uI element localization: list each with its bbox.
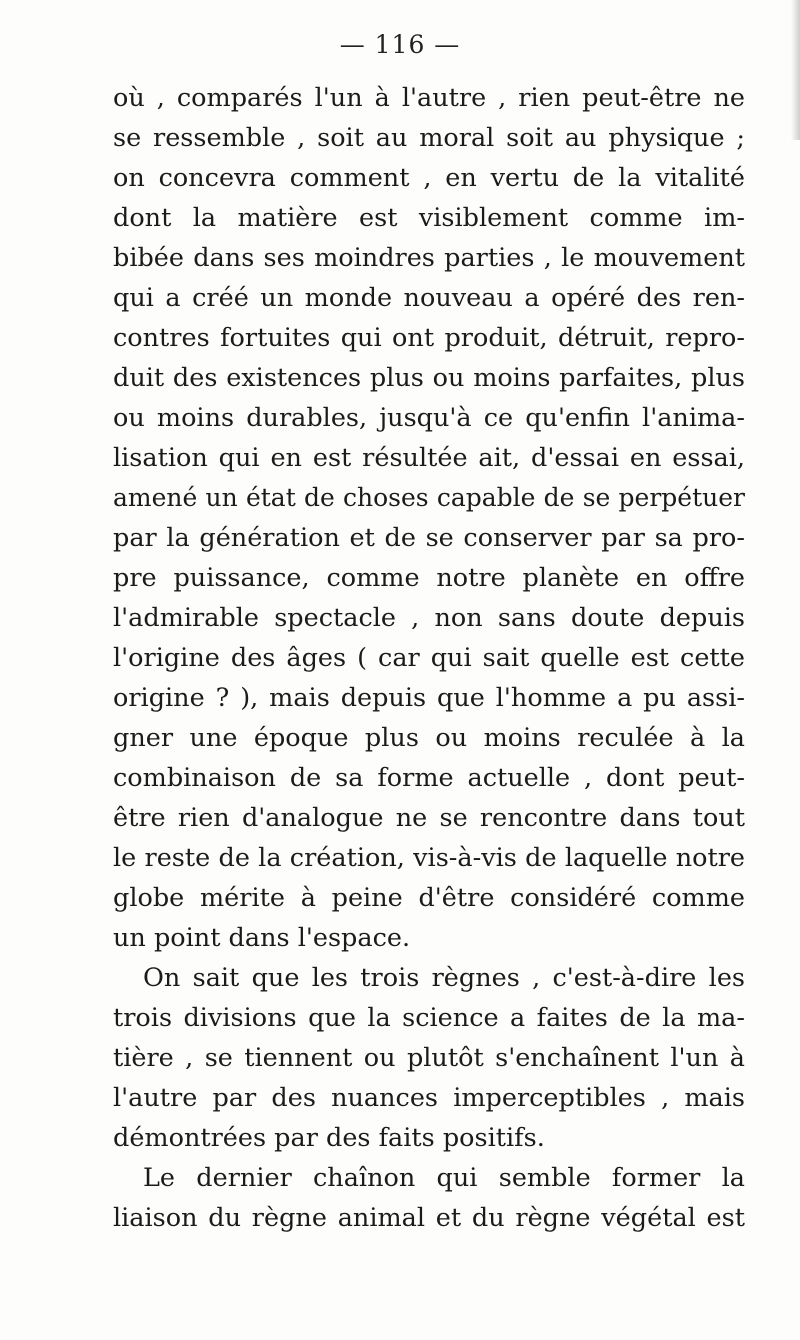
text-line: combinaison de sa forme actuelle , dont peut- (113, 763, 745, 793)
text-line: lisation qui en est résultée ait, d'essai en essai, (113, 443, 745, 473)
text-line: on concevra comment , en vertu de la vitalité (113, 163, 745, 193)
text-line: pre puissance, comme notre planète en offre (113, 563, 745, 593)
paragraph (113, 78, 745, 958)
text-line: par la génération et de se conserver par sa pro- (113, 523, 745, 553)
paragraph (113, 1158, 745, 1238)
text-line: le reste de la création, vis-à-vis de laquelle notre (113, 843, 745, 873)
text-line: Le dernier chaînon qui semble former la (143, 1163, 745, 1193)
text-line: On sait que les trois règnes , c'est-à-dire les (143, 963, 745, 993)
text-line: amené un état de choses capable de se perpétuer (113, 483, 745, 512)
text-line: démontrées par des faits positifs. (113, 1123, 545, 1153)
text-line: l'origine des âges ( car qui sait quelle est cette (113, 643, 745, 673)
text-line: l'admirable spectacle , non sans doute depuis (113, 603, 745, 633)
text-line: bibée dans ses moindres parties , le mouvement (113, 243, 745, 273)
text-line: où , comparés l'un à l'autre , rien peut-être ne (113, 83, 745, 113)
body-text (113, 78, 745, 1238)
text-line: origine ? ), mais depuis que l'homme a pu assi- (113, 683, 745, 713)
text-line: qui a créé un monde nouveau a opéré des ren- (113, 283, 745, 313)
text-line: un point dans l'espace. (113, 923, 411, 953)
page-number-header: — 116 — (339, 30, 461, 59)
text-line: globe mérite à peine d'être considéré comme (113, 883, 745, 913)
page-edge-shadow (791, 0, 800, 140)
text-line: être rien d'analogue ne se rencontre dans tout (113, 803, 745, 833)
text-line: liaison du règne animal et du règne végétal est (113, 1203, 745, 1233)
text-line: se ressemble , soit au moral soit au physique ; (113, 123, 745, 153)
text-line: duit des existences plus ou moins parfaites, plus (113, 363, 745, 393)
text-line: gner une époque plus ou moins reculée à la (113, 723, 745, 753)
text-line: l'autre par des nuances imperceptibles , mais (113, 1083, 745, 1113)
paragraph (113, 958, 745, 1158)
text-line: dont la matière est visiblement comme im- (113, 203, 745, 233)
text-line: ou moins durables, jusqu'à ce qu'enfin l'anima- (113, 403, 745, 433)
text-line: trois divisions que la science a faites de la ma- (113, 1003, 745, 1033)
text-line: tière , se tiennent ou plutôt s'enchaînent l'un à (113, 1043, 745, 1073)
text-line: contres fortuites qui ont produit, détruit, repro- (113, 323, 745, 353)
